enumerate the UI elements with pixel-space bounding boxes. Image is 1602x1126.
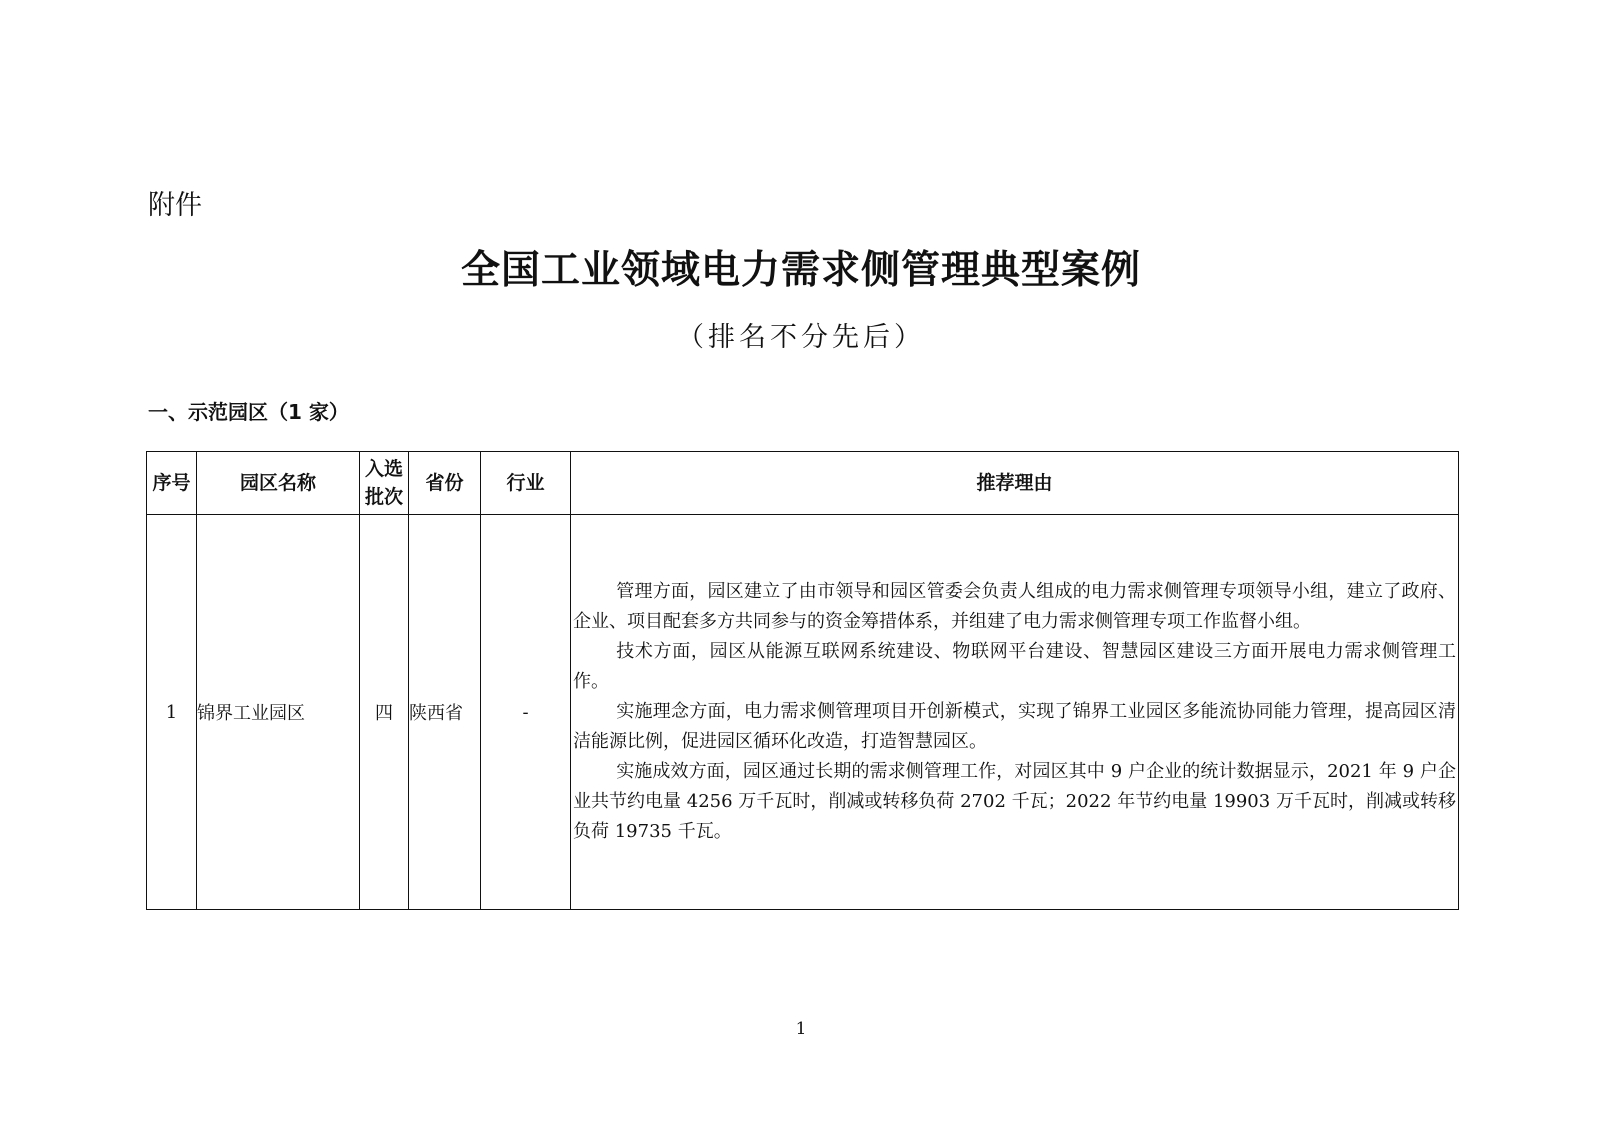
- reason-paragraph-results: 实施成效方面，园区通过长期的需求侧管理工作，对园区其中 9 户企业的统计数据显示，2021 年 9 户企业共节约电量 4256 万千瓦时，削减或转移负荷 2702 千瓦；2022 年节约电量 19903 万千瓦时，削减或转移负荷 19735 千瓦。: [573, 761, 1456, 842]
- cases-table: [146, 451, 1459, 910]
- table-header-row: [147, 452, 1459, 515]
- header-industry: 行业: [481, 452, 571, 515]
- document-title: 全国工业领域电力需求侧管理典型案例: [460, 247, 1141, 293]
- document-subtitle: （排名不分先后）: [677, 322, 925, 353]
- cell-reason: [571, 515, 1459, 910]
- header-index: 序号: [147, 452, 197, 515]
- reason-paragraph-management: 管理方面，园区建立了由市领导和园区管委会负责人组成的电力需求侧管理专项领导小组，建立了政府、企业、项目配套多方共同参与的资金筹措体系，并组建了电力需求侧管理专项工作监督小组。: [573, 581, 1456, 632]
- header-province: 省份: [409, 452, 481, 515]
- page-number: 1: [795, 1019, 807, 1039]
- cell-batch: 四: [360, 515, 409, 910]
- cell-park-name: 锦界工业园区: [197, 515, 360, 910]
- cell-industry: -: [481, 515, 571, 910]
- header-batch: 入选批次: [360, 452, 409, 515]
- cell-province: 陕西省: [409, 515, 481, 910]
- reason-paragraph-concept: 实施理念方面，电力需求侧管理项目开创新模式，实现了锦界工业园区多能流协同能力管理，提高园区清洁能源比例，促进园区循环化改造，打造智慧园区。: [573, 701, 1456, 752]
- attachment-label: 附件: [148, 190, 202, 221]
- table-row: [147, 515, 1459, 910]
- section-heading: 一、示范园区（1 家）: [148, 400, 349, 424]
- cell-index: 1: [147, 515, 197, 910]
- header-park-name: 园区名称: [197, 452, 360, 515]
- reason-paragraph-technology: 技术方面，园区从能源互联网系统建设、物联网平台建设、智慧园区建设三方面开展电力需求侧管理工作。: [573, 641, 1456, 692]
- header-reason: 推荐理由: [571, 452, 1459, 515]
